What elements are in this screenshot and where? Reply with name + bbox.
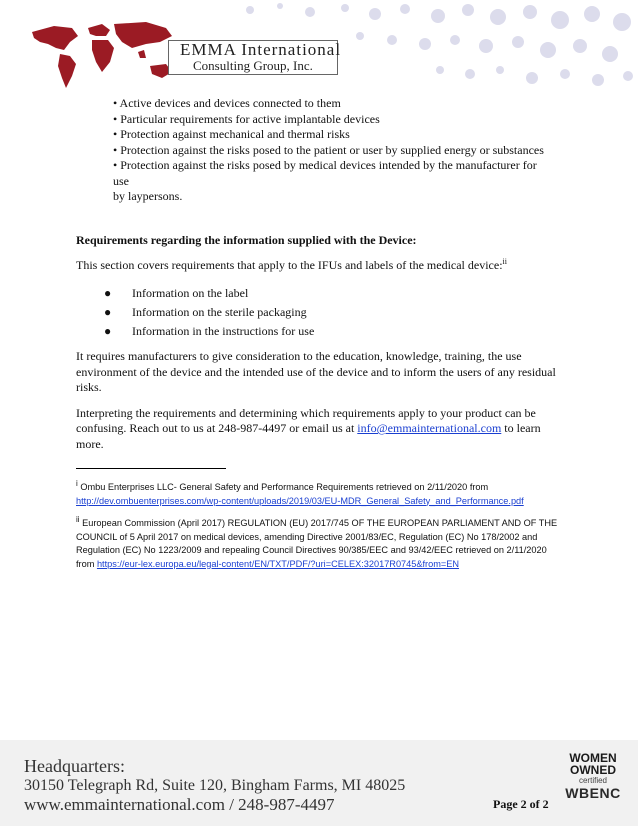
contact-text-end: to learn more. <box>76 421 541 451</box>
list-item <box>104 286 566 302</box>
bullet-icon: ● <box>104 304 112 319</box>
list-item-label: Information in the instructions for use <box>132 323 315 338</box>
contact-text: Interpreting the requirements and determining which requirements apply to your product can be confusing. Reach out to us at 248-987-4497 or email us at <box>76 405 536 435</box>
footnote <box>76 478 566 508</box>
badge-wbenc: WBENC <box>565 785 621 801</box>
footer-address: 30150 Telegraph Rd, Suite 120, Bingham Farms, MI 48025 <box>24 777 406 794</box>
intro-bullet: • Protection against the risks posed to the patient or user by supplied energy or substances <box>113 142 544 157</box>
intro-bullet: • Protection against mechanical and thermal risks <box>113 127 350 141</box>
world-map-logo-icon <box>26 18 176 92</box>
list-item <box>104 305 566 321</box>
footnote-link[interactable]: http://dev.ombuenterprises.com/wp-content/uploads/2019/03/EU-MDR_General_Safety_and_Performance.pdf <box>76 495 524 506</box>
footnote-marker: ii <box>76 514 80 524</box>
section-intro-text: This section covers requirements that apply to the IFUs and labels of the medical device: <box>76 258 503 272</box>
intro-continuation: by laypersons. <box>113 189 183 203</box>
list-item-label: Information on the sterile packaging <box>132 304 307 319</box>
email-link[interactable]: info@emmainternational.com <box>357 421 502 435</box>
bullet-icon: ● <box>104 285 112 300</box>
page-header <box>0 0 638 92</box>
badge-certified: certified <box>578 776 607 785</box>
footnote-divider <box>76 468 226 469</box>
footnote-text: Ombu Enterprises LLC- General Safety and Performance Requirements retrieved on 2/11/2020 from <box>77 482 489 492</box>
intro-bullet: • Particular requirements for active implantable devices <box>113 111 380 126</box>
list-item-label: Information on the label <box>132 285 249 300</box>
paragraph-requires: It requires manufacturers to give consideration to the education, knowledge, training, the use environment of the device and the intended use of the device and to inform the users of any residual risks. <box>76 349 556 394</box>
badge-owned: OWNED <box>570 763 616 777</box>
intro-bullet: • Active devices and devices connected to them <box>113 96 341 110</box>
footnote-ref[interactable]: ii <box>502 257 507 266</box>
intro-bullet: • Protection against the risks posed by medical devices intended by the manufacturer for <box>113 158 537 172</box>
info-list <box>104 286 566 340</box>
footer-web-phone: www.emmainternational.com / 248-987-4497 <box>24 795 335 814</box>
paragraph-contact <box>76 406 566 453</box>
section-title: Requirements regarding the information supplied with the Device: <box>76 232 417 247</box>
company-name: EMMA International <box>180 40 342 59</box>
list-item <box>104 324 566 340</box>
women-owned-badge <box>560 752 626 814</box>
section-intro <box>76 258 566 274</box>
footer-hq-label: Headquarters: <box>24 756 125 776</box>
footnote-marker: i <box>76 478 78 488</box>
company-subtitle: Consulting Group, Inc. <box>193 58 313 73</box>
footnote <box>76 514 566 571</box>
footnote-link[interactable]: https://eur-lex.europa.eu/legal-content/EN/TXT/PDF/?uri=CELEX:32017R0745&from=EN <box>96 558 460 569</box>
page-number: Page 2 of 2 <box>493 797 549 811</box>
bullet-icon: ● <box>104 323 112 338</box>
badge-women: WOMEN <box>569 751 617 765</box>
document-body <box>76 96 566 580</box>
footnotes <box>76 478 566 571</box>
footnote-text: European Commission (April 2017) REGULATION (EU) 2017/745 OF THE EUROPEAN PARLIAMENT AND OF THE COUNCIL of 5 April 2017 on medical devices, amending Directive 2001/83/EC, Regulation (EC) No 178/2002 and Regulation (EC) No 1223/2009 and repealing Council Directives 90/385/EEC and 93/42/EEC retrieved on 2/11/2020 from <box>76 518 558 569</box>
intro-continuation: use <box>113 173 129 188</box>
